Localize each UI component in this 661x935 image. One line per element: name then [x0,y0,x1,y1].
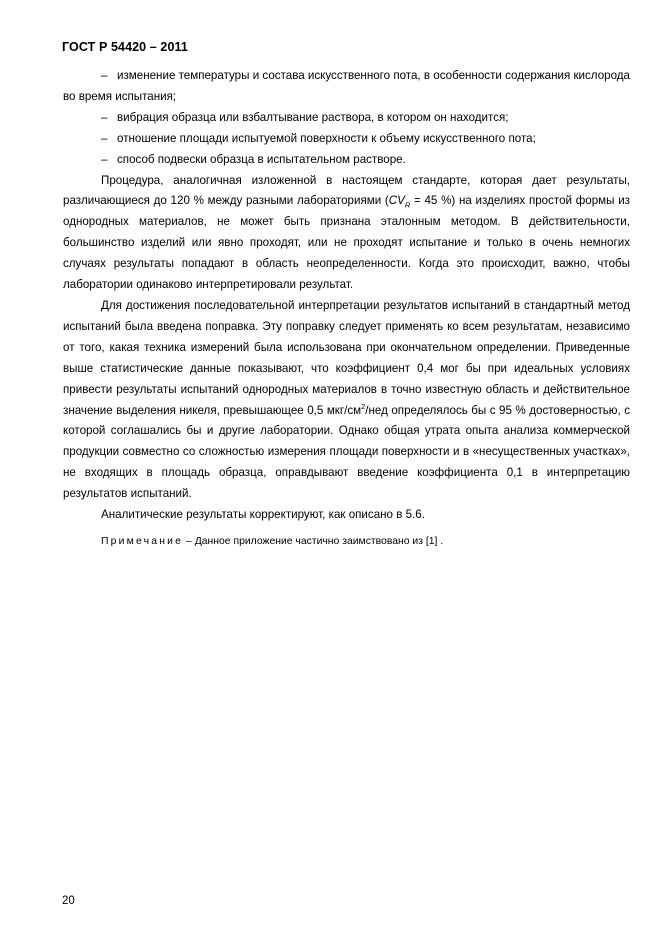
unit-superscript: 2 [361,401,366,411]
paragraph-text: Процедура, аналогичная изложенной в настоящем стандарте, которая дает результаты, различающиеся до 120 % между разными лабораториями ( [63,173,630,208]
cv-subscript: R [404,200,411,210]
paragraph-results: Аналитические результаты корректируют, как описано в 5.6. [101,508,425,522]
document-body [63,66,630,553]
paragraph-text: = 45 %) на изделиях простой формы из однородных материалов, не может быть признана эталонным методом. В действительности, большинство изделий или явно проходят, или не проходят испытание и только в очень немногих случаях результаты попадают в область неопределенности. Когда это происходит, важно, чтобы лаборатории одинаково интерпретировали результат. [63,194,630,292]
list-item-text: способ подвески образца в испытательном растворе. [117,152,406,166]
note-text: – Данное приложение частично заимствовано из [1] . [183,535,444,547]
list-dash: – [101,110,108,124]
list-item [63,150,630,171]
paragraph-interpretation [63,296,630,505]
list-item-text: отношение площади испытуемой поверхности к объему искусственного пота; [117,131,536,145]
list-item [63,108,630,129]
page-number: 20 [62,895,75,907]
paragraph-text: Для достижения последовательной интерпретации результатов испытаний в стандартный метод испытаний была введена поправка. Эту поправку следует применять ко всем результатам, независимо от того, какая техника измерений была использована при окончательном определении. Приведенные выше статистические данные показывают, что коэффициент 0,4 мог бы при идеальных условиях привести результаты испытаний однородных материалов в точно известную область и действительное значение выделения никеля, превышающее 0,5 мкг/см [63,298,630,417]
list-item [63,129,630,150]
note-label: Примечание [101,535,184,547]
note [63,532,630,553]
list-item [63,66,630,108]
cv-symbol: CV [388,194,405,208]
paragraph-text: /нед определялось бы с 95 % достоверностью, с которой соглашались бы и другие лаборатории. Однако общая утрата опыта анализа коммерческой продукции совместно со сложностью измерения площади поверхности и в «несущественных участках», не входящих в площадь образца, оправдывают введение коэффициента 0,1 в интерпретацию результатов испытаний. [63,403,630,501]
list-item-text: вибрация образца или взбалтывание раствора, в котором он находится; [117,110,509,124]
list-dash: – [101,152,108,166]
paragraph-procedure [63,171,630,296]
list-dash: – [101,131,108,145]
list-dash: – [101,69,108,82]
list-item-text: изменение температуры и состава искусственного пота, в особенности содержания кислорода во время испытания; [63,69,630,103]
document-header: ГОСТ Р 54420 – 2011 [62,40,188,54]
